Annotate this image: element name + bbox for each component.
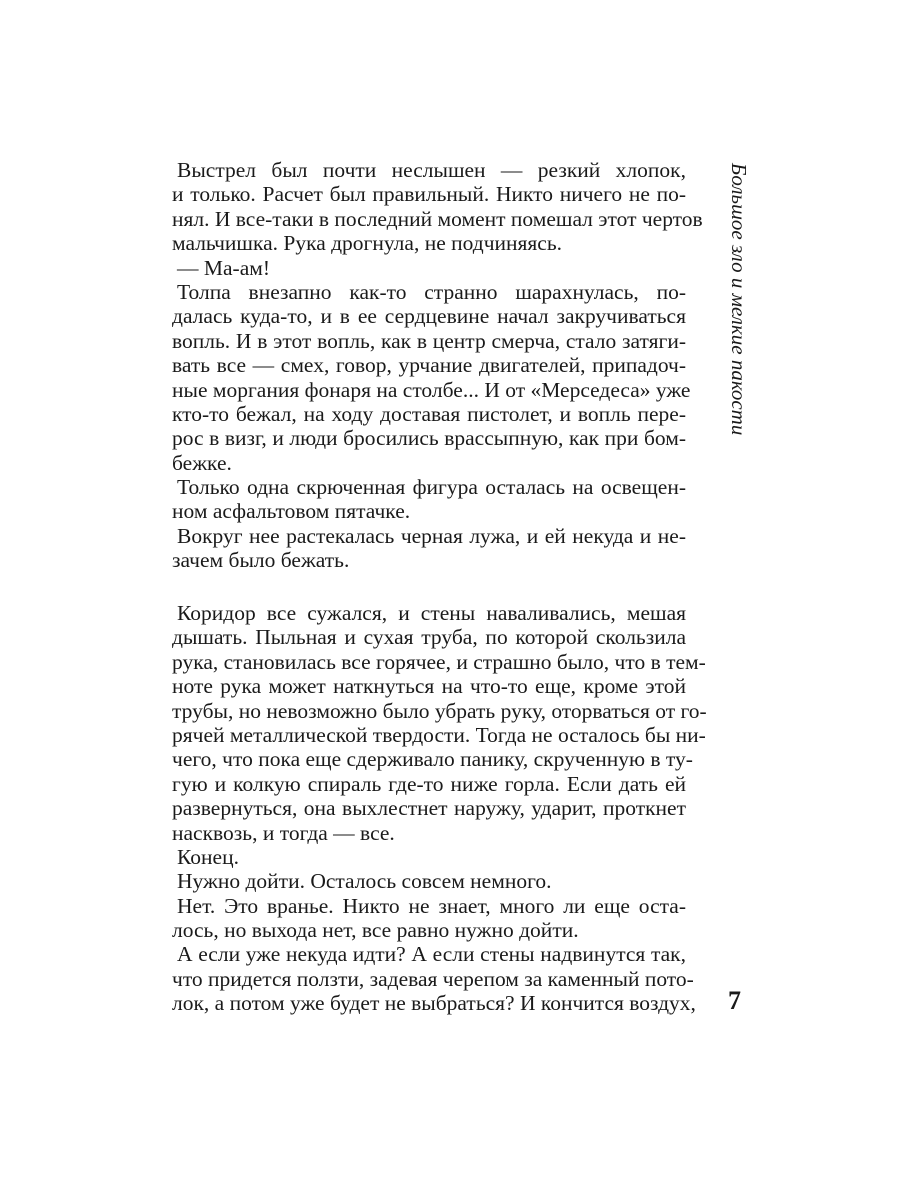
text-line: ном асфальтовом пятачке.: [172, 499, 411, 524]
text-line: вать все — смех, говор, урчание двигателей, припадоч-: [172, 353, 686, 378]
text-line: Конец.: [177, 844, 239, 869]
text-line: что придется ползти, задевая черепом за каменный пото-: [172, 966, 694, 991]
text-line: Толпа внезапно как-то странно шарахнулась, по-: [177, 279, 686, 304]
text-line: ные моргания фонаря на столбе... И от «Мерседеса» уже: [172, 377, 691, 402]
text-line: Коридор все сужался, и стены наваливались, мешая: [177, 601, 686, 625]
text-line: мальчишка. Рука дрогнула, не подчиняясь.: [172, 231, 563, 256]
text-line: бежке.: [172, 450, 232, 475]
text-line: чего, что пока еще сдерживало панику, скрученную в ту-: [172, 747, 693, 772]
text-line: Вокруг нее растекалась черная лужа, и ей некуда и не-: [177, 523, 686, 548]
text-line: нял. И все-таки в последний момент помешал этот чертов: [172, 206, 703, 231]
text-line: рос в визг, и люди бросились врассыпную, как при бом-: [172, 426, 686, 451]
text-line: Выстрел был почти неслышен — резкий хлопок,: [177, 158, 686, 182]
text-line: рука, становилась все горячее, и страшно было, что в тем-: [172, 649, 706, 674]
page-number: 7: [728, 986, 741, 1015]
text-line: развернуться, она выхлестнет наружу, ударит, проткнет: [172, 796, 686, 821]
text-line: Только одна скрюченная фигура осталась на освещен-: [177, 475, 686, 500]
text-line: кто-то бежал, на ходу доставая пистолет, и вопль пере-: [172, 401, 686, 426]
text-line: Нужно дойти. Осталось совсем немного.: [177, 869, 552, 894]
text-line: трубы, но невозможно было убрать руку, оторваться от го-: [172, 698, 707, 723]
text-line: Нет. Это вранье. Никто не знает, много ли еще оста-: [177, 893, 686, 918]
text-line: зачем было бежать.: [172, 548, 350, 573]
text-line: лок, а потом уже будет не выбраться? И кончится воздух,: [172, 991, 696, 1016]
text-line: гую и колкую спираль где-то ниже горла. Если дать ей: [172, 771, 686, 796]
text-line: вопль. И в этот вопль, как в центр смерча, стало затяги-: [172, 328, 686, 353]
text-line: ноте рука может наткнуться на что-то еще, кроме этой: [172, 674, 686, 699]
text-line: рячей металлической твердости. Тогда не осталось бы ни-: [172, 722, 706, 747]
text-line: лось, но выхода нет, все равно нужно дойти.: [172, 918, 579, 943]
body-text-section-2: [172, 601, 707, 1016]
body-text-section-1: [172, 158, 703, 573]
text-line: А если уже некуда идти? А если стены надвинутся так,: [177, 942, 686, 967]
text-line: и только. Расчет был правильный. Никто ничего не по-: [172, 182, 686, 207]
text-line: дышать. Пыльная и сухая труба, по которой скользила: [172, 625, 686, 650]
text-line: — Ма-ам!: [177, 255, 271, 280]
text-line: далась куда-то, и в ее сердцевине начал закручиваться: [172, 304, 686, 329]
running-title: Большое зло и мелкие пакости: [727, 163, 751, 436]
text-line: насквозь, и тогда — все.: [172, 820, 395, 845]
